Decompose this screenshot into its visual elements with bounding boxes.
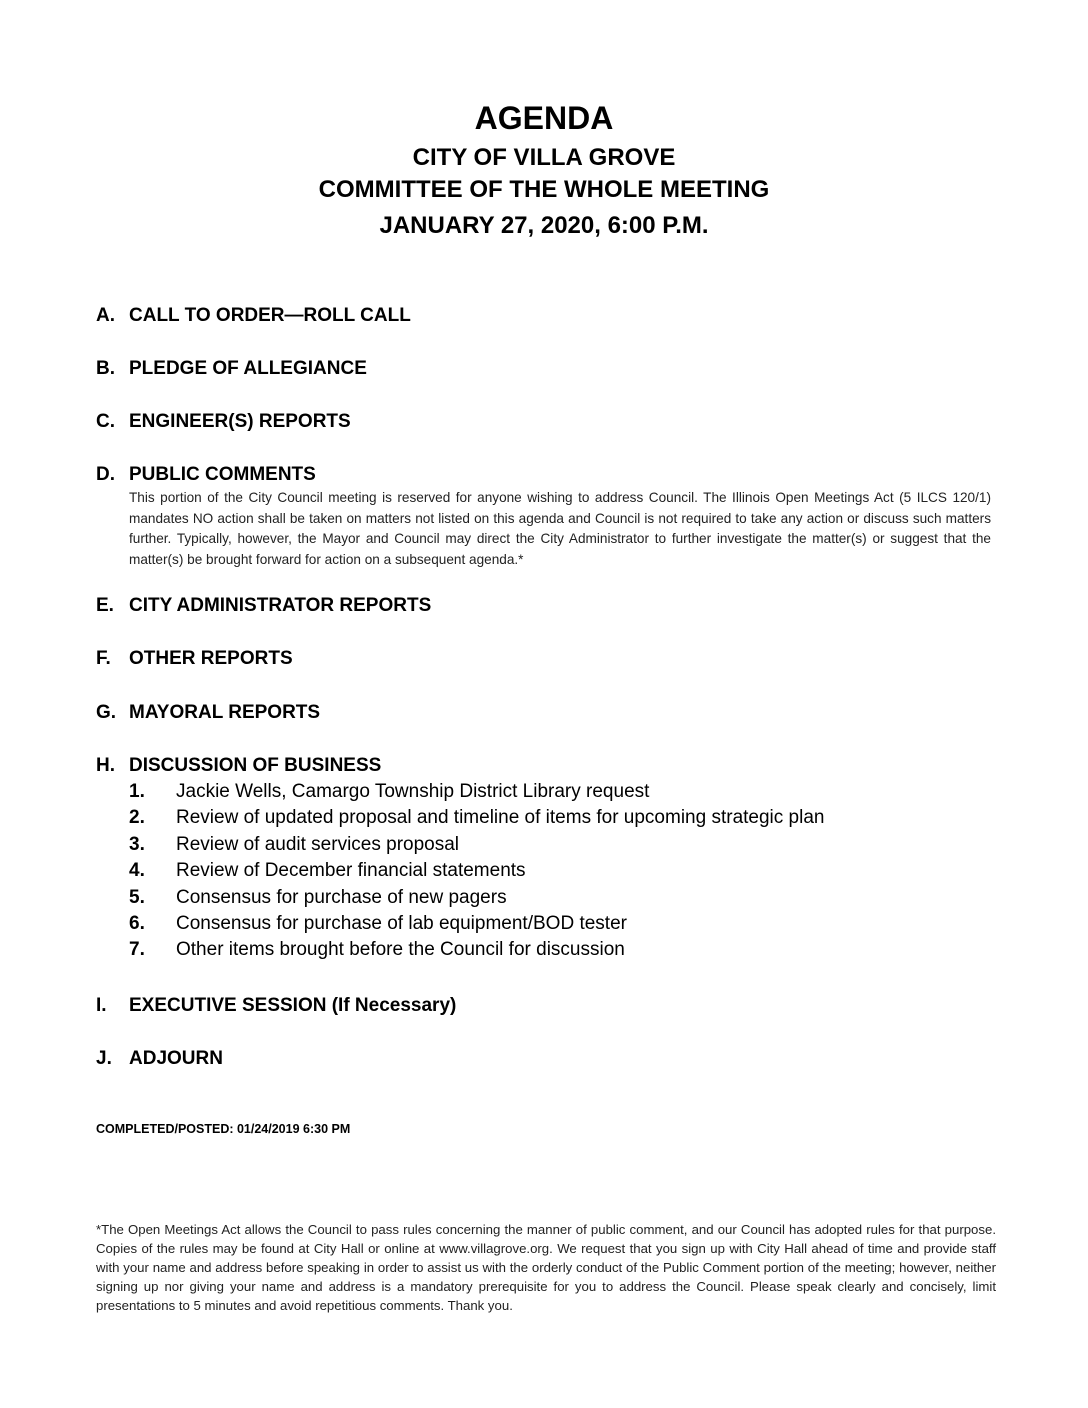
- agenda-title: AGENDA: [474, 100, 614, 136]
- agenda-section-j: [96, 1046, 996, 1072]
- section-title: OTHER REPORTS: [129, 648, 293, 669]
- agenda-section-g: [96, 700, 996, 726]
- section-letter: D.: [96, 464, 115, 485]
- business-items-list: [96, 779, 996, 964]
- item-text: Jackie Wells, Camargo Township District Library request: [176, 781, 650, 802]
- posted-timestamp: COMPLETED/POSTED: 01/24/2019 6:30 PM: [96, 1122, 351, 1136]
- meeting-datetime: JANUARY 27, 2020, 6:00 P.M.: [379, 212, 709, 239]
- public-comments-description: This portion of the City Council meeting is reserved for anyone wishing to address Council. The Illinois Open Meetings Act (5 ILCS 120/1) mandates NO action shall be taken on matters not listed on this agenda and Council is not required to take any action or discuss such matters further. Typically, however, the Mayor and Council may direct the City Administrator to further investigate the matter(s) or suggest that the matter(s) be brought forward for action on a subsequent agenda.*: [129, 490, 991, 567]
- item-text: Review of updated proposal and timeline of items for upcoming strategic plan: [176, 807, 825, 829]
- item-text: Consensus for purchase of new pagers: [176, 886, 507, 908]
- agenda-section-b: [96, 356, 996, 382]
- section-title: ADJOURN: [129, 1048, 223, 1069]
- section-title: MAYORAL REPORTS: [129, 702, 321, 723]
- city-name: CITY OF VILLA GROVE: [412, 144, 676, 171]
- section-letter: G.: [96, 702, 117, 723]
- business-item: [96, 858, 996, 884]
- section-heading: [96, 1046, 996, 1072]
- section-title: PLEDGE OF ALLEGIANCE: [129, 358, 367, 379]
- section-heading: [96, 409, 996, 435]
- section-heading: [96, 303, 996, 329]
- item-number: 4.: [129, 860, 145, 882]
- section-heading: [96, 356, 996, 382]
- section-title: EXECUTIVE SESSION (If Necessary): [129, 995, 457, 1016]
- section-letter: E.: [96, 595, 114, 616]
- meeting-name: COMMITTEE OF THE WHOLE MEETING: [318, 176, 770, 203]
- business-item: [96, 885, 996, 911]
- section-letter: C.: [96, 411, 115, 432]
- item-text: Review of audit services proposal: [176, 833, 460, 855]
- section-letter: J.: [96, 1048, 112, 1069]
- section-title: CALL TO ORDER—ROLL CALL: [129, 305, 411, 326]
- section-heading: [96, 753, 996, 779]
- business-item: [96, 937, 996, 963]
- agenda-section-c: [96, 409, 996, 435]
- business-item: [96, 911, 996, 937]
- agenda-section-a: [96, 303, 996, 329]
- section-letter: B.: [96, 358, 115, 379]
- section-title: ENGINEER(S) REPORTS: [129, 411, 351, 432]
- section-title: PUBLIC COMMENTS: [129, 464, 316, 485]
- agenda-section-e: [96, 593, 996, 619]
- item-number: 6.: [129, 912, 145, 934]
- section-heading: [96, 993, 996, 1019]
- open-meetings-footnote: *The Open Meetings Act allows the Council to pass rules concerning the manner of public comment, and our Council has adopted rules for that purpose. Copies of the rules may be found at City Hall or online at www.villagrove.org. We request that you sign up with City Hall ahead of time and provide staff with your name and address before speaking in order to assist us with the orderly conduct of the Public Comment portion of the meeting; however, neither signing up nor giving your name and address is a mandatory prerequisite for you to address the Council. Please speak clearly and concisely, limit presentations to 5 minutes and avoid repetitious comments. Thank you.: [96, 1222, 996, 1313]
- section-heading: [96, 462, 996, 488]
- section-letter: H.: [96, 755, 115, 776]
- section-title: CITY ADMINISTRATOR REPORTS: [129, 595, 432, 616]
- section-heading: [96, 700, 996, 726]
- item-number: 3.: [129, 833, 145, 855]
- item-number: 5.: [129, 886, 145, 908]
- section-title: DISCUSSION OF BUSINESS: [129, 755, 382, 776]
- item-number: 1.: [129, 781, 145, 802]
- business-item: [96, 779, 996, 805]
- item-text: Review of December financial statements: [176, 860, 526, 882]
- agenda-section-h: [96, 753, 996, 964]
- section-letter: I.: [96, 995, 107, 1016]
- item-number: 7.: [129, 939, 145, 961]
- agenda-section-f: [96, 646, 996, 672]
- section-heading: [96, 593, 996, 619]
- section-heading: [96, 646, 996, 672]
- business-item: [96, 805, 996, 831]
- item-text: Other items brought before the Council for discussion: [176, 939, 625, 961]
- agenda-section-d: [96, 462, 996, 570]
- item-text: Consensus for purchase of lab equipment/BOD tester: [176, 912, 627, 934]
- business-item: [96, 832, 996, 858]
- agenda-section-i: [96, 993, 996, 1019]
- section-letter: F.: [96, 648, 111, 669]
- section-letter: A.: [96, 305, 115, 326]
- item-number: 2.: [129, 807, 145, 829]
